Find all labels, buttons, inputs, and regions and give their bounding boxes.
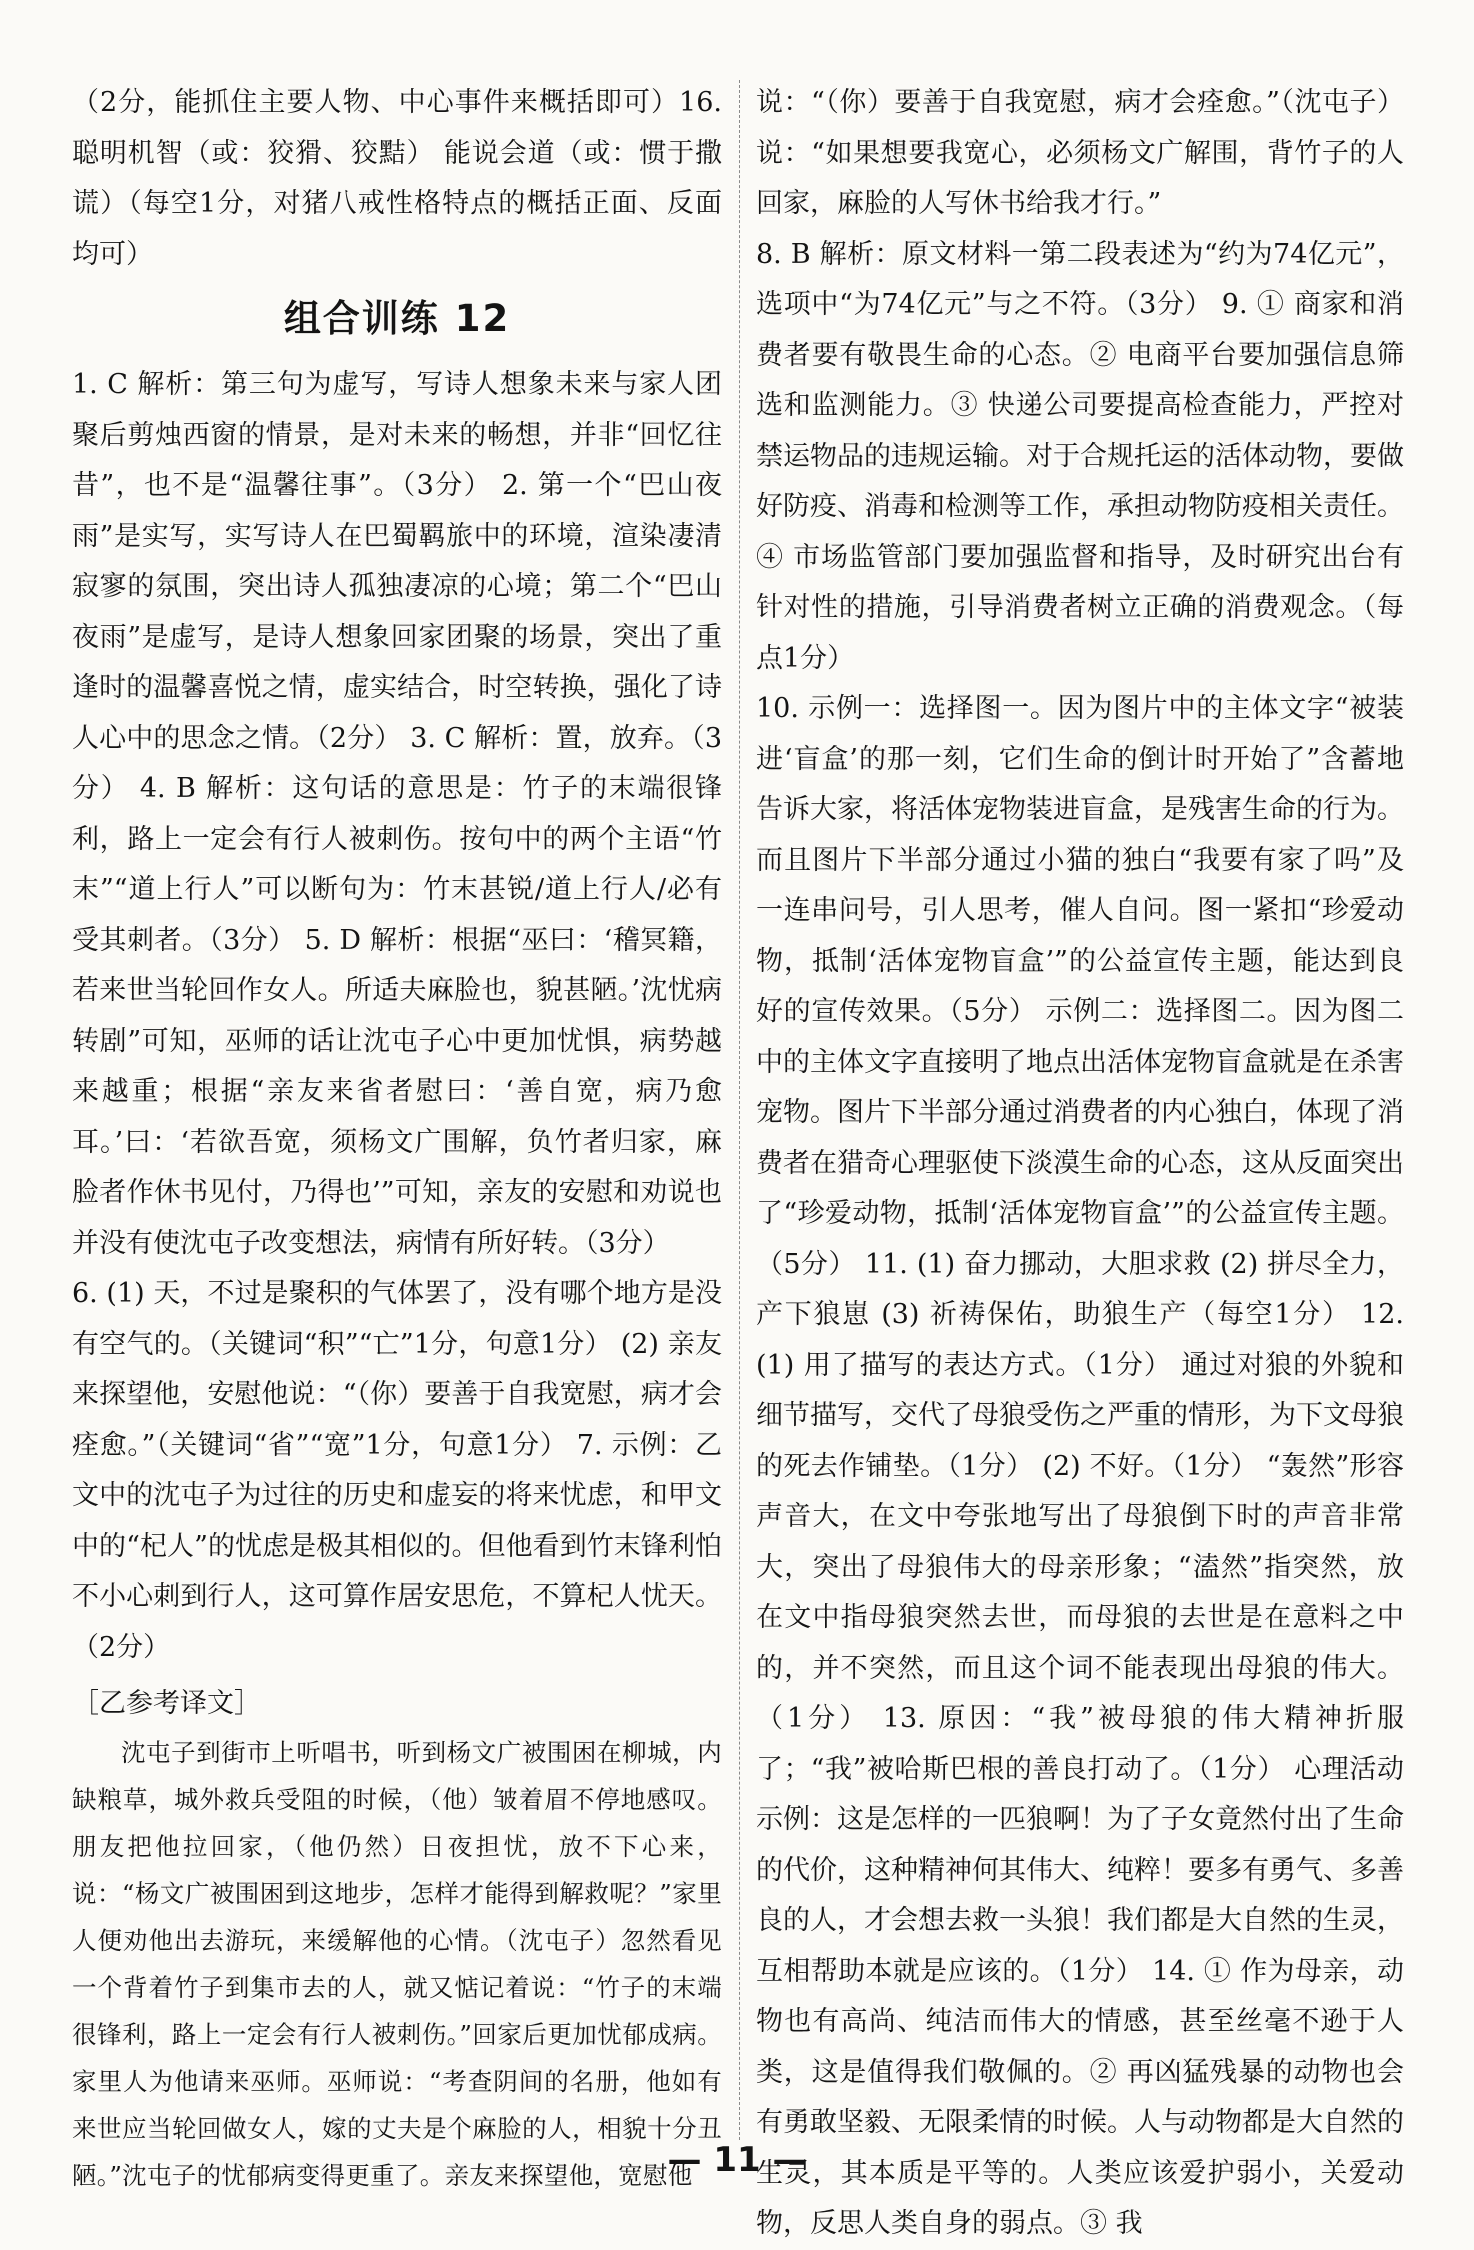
answers-1-5: 1. C 解析：第三句为虚写，写诗人想象未来与家人团聚后剪烛西窗的情景，是对未来的畅想，并非“回忆往昔”，也不是“温馨往事”。（3分） 2. 第一个“巴山夜雨”是实写，实写诗人在巴蜀羁旅中的环境，渲染凄清寂寥的氛围，突出诗人孤独凄凉的心境；第二个“巴山夜雨”是虚写，是诗人想象回家团聚的场景，突出了重逢时的温馨喜悦之情，虚实结合，时空转换，强化了诗人心中的思念之情。（2分） 3. C 解析：置，放弃。（3分） 4. B 解析：这句话的意思是：竹子的末端很锋利，路上一定会有行人被刺伤。按句中的两个主语“竹末”“道上行人”可以断句为：竹末甚锐/道上行人/必有受其刺者。（3分） 5. D 解析：根据“巫曰：‘稽冥籍，若来世当轮回作女人。所适夫麻脸也，貌甚陋。’沈忧病转剧”可知，巫师的话让沈屯子心中更加忧惧，病势越来越重；根据“亲友来省者慰曰：‘善自宽，病乃愈耳。’曰：‘若欲吾宽，须杨文广围解，负竹者归家，麻脸者作休书见付，乃得也’”可知，亲友的安慰和劝说也并没有使沈屯子改变想法，病情有所好转。（3分）	[72, 369, 722, 1259]
answers-6-7: 6. (1) 天，不过是聚积的气体罢了，没有哪个地方是没有空气的。（关键词“积”“亡”1分，句意1分） (2) 亲友来探望他，安慰他说：“（你）要善于自我宽慰，病才会痊愈。”（关键词“省”“宽”1分，句意1分） 7. 示例：乙文中的沈屯子为过往的历史和虚妄的将来忧虑，和甲文中的“杞人”的忧虑是极其相似的。但他看到竹末锋利怕不小心刺到行人，这可算作居安思危，不算杞人忧天。（2分）	[72, 1278, 722, 1663]
column-divider	[739, 80, 740, 2140]
left-column	[72, 78, 722, 2199]
translation-text: 沈屯子到街市上听唱书，听到杨文广被围困在柳城，内缺粮草，城外救兵受阻的时候，（他）皱着眉不停地感叹。朋友把他拉回家，（他仍然）日夜担忧，放不下心来，说：“杨文广被围困到这地步，怎样才能得到解救呢？”家里人便劝他出去游玩，来缓解他的心情。（沈屯子）忽然看见一个背着竹子到集市去的人，就又惦记着说：“竹子的末端很锋利，路上一定会有行人被刺伤。”回家后更加忧郁成病。家里人为他请来巫师。巫师说：“考查阴间的名册，他如有来世应当轮回做女人，嫁的丈夫是个麻脸的人，相貌十分丑陋。”沈屯子的忧郁病变得更重了。亲友来探望他，宽慰他	[72, 1738, 722, 2190]
answers-8-9: 8. B 解析：原文材料一第二段表述为“约为74亿元”，选项中“为74亿元”与之不符。（3分） 9. ① 商家和消费者要有敬畏生命的心态。② 电商平台要加强信息筛选和监测能力。③ 快递公司要提高检查能力，严控对禁运物品的违规运输。对于合规托运的活体动物，要做好防疫、消毒和检测等工作，承担动物防疫相关责任。④ 市场监管部门要加强监督和指导，及时研究出台有针对性的措施，引导消费者树立正确的消费观念。（每点1分）	[756, 238, 1404, 674]
right-column	[756, 78, 1404, 2250]
section-title: 组合训练 12	[283, 297, 511, 340]
answers-10-14: 10. 示例一：选择图一。因为图片中的主体文字“被装进‘盲盒’的那一刻，它们生命的倒计时开始了”含蓄地告诉大家，将活体宠物装进盲盒，是残害生命的行为。而且图片下半部分通过小猫的独白“我要有家了吗”及一连串问号，引人思考，催人自问。图一紧扣“珍爱动物，抵制‘活体宠物盲盒’”的公益宣传主题，能达到良好的宣传效果。（5分） 示例二：选择图二。因为图二中的主体文字直接明了地点出活体宠物盲盒就是在杀害宠物。图片下半部分通过消费者的内心独白，体现了消费者在猎奇心理驱使下淡漠生命的心态，这从反面突出了“珍爱动物，抵制‘活体宠物盲盒’”的公益宣传主题。（5分） 11. (1) 奋力挪动，大胆求救 (2) 拼尽全力，产下狼崽 (3) 祈祷保佑，助狼生产（每空1分） 12. (1) 用了描写的表达方式。（1分） 通过对狼的外貌和细节描写，交代了母狼受伤之严重的情形，为下文母狼的死去作铺垫。（1分） (2) 不好。（1分） “轰然”形容声音大，在文中夸张地写出了母狼倒下时的声音非常大，突出了母狼伟大的母亲形象；“溘然”指突然，放在文中指母狼突然去世，而母狼的去世是在意料之中的，并不突然，而且这个词不能表现出母狼的伟大。（1分） 13. 原因：“我”被母狼的伟大精神折服了；“我”被哈斯巴根的善良打动了。（1分） 心理活动示例：这是怎样的一匹狼啊！为了子女竟然付出了生命的代价，这种精神何其伟大、纯粹！要多有勇气、多善良的人，才会想去救一头狼！我们都是大自然的生灵，互相帮助本就是应该的。（1分） 14. ① 作为母亲，动物也有高尚、纯洁而伟大的情感，甚至丝毫不逊于人类，这是值得我们敬佩的。② 再凶猛残暴的动物也会有勇敢坚毅、无限柔情的时候。人与动物都是大自然的生灵，其本质是平等的。人类应该爱护弱小，关爱动物，反思人类自身的弱点。③ 我	[756, 693, 1404, 2239]
translation-continued: 说：“（你）要善于自我宽慰，病才会痊愈。”（沈屯子）说：“如果想要我宽心，必须杨文广解围，背竹子的人回家，麻脸的人写休书给我才行。”	[756, 87, 1404, 219]
previous-answer-tail: （2分，能抓住主要人物、中心事件来概括即可）16. 聪明机智（或：狡猾、狡黠） 能说会道（或：惯于撒谎）（每空1分，对猪八戒性格特点的概括正面、反面均可）	[72, 87, 722, 270]
page-number: — 11 —	[667, 2140, 807, 2180]
translation-heading: ［乙参考译文］	[72, 1688, 261, 1719]
